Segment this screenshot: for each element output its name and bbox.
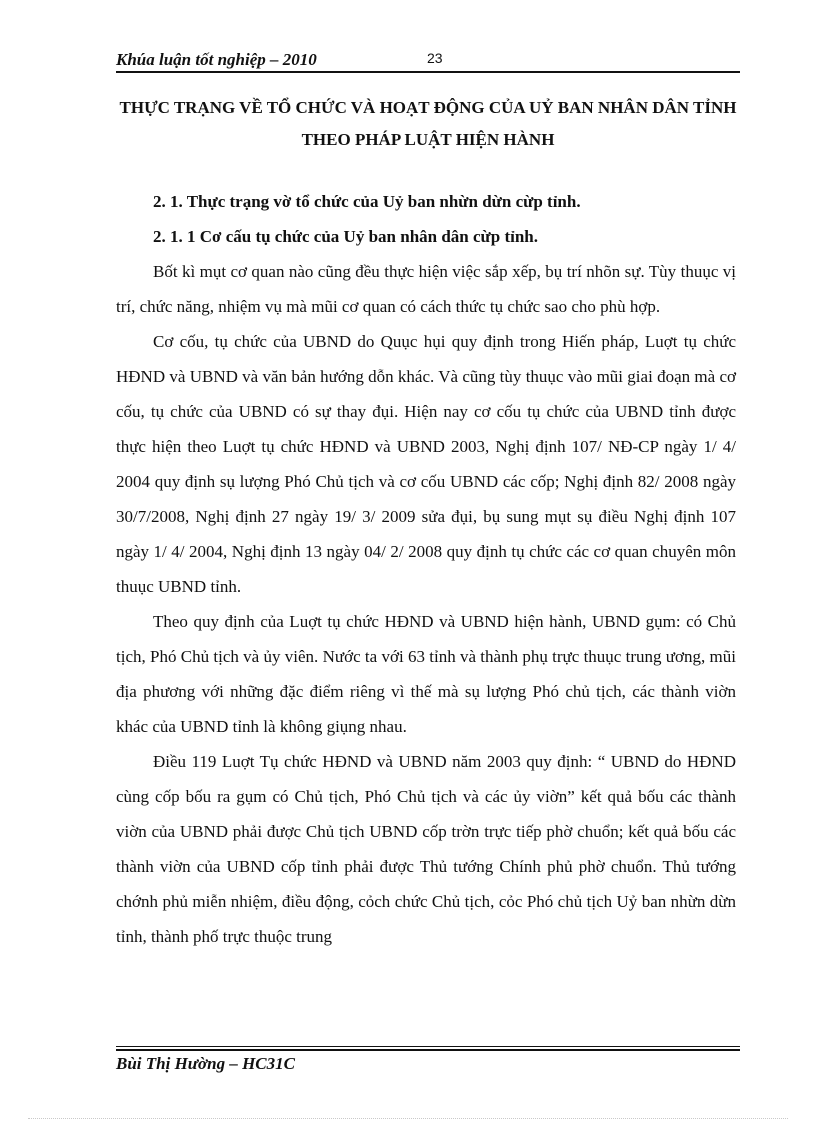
page-edge-divider bbox=[28, 1118, 788, 1119]
chapter-title: THỰC TRẠNG VỀ TỔ CHỨC VÀ HOẠT ĐỘNG CỦA UỶ BAN NHÂN DÂN TỈNH THEO PHÁP LUẬT HIỆN HÀNH bbox=[119, 98, 737, 149]
footer-author: Bùi Thị Hường – HC31C bbox=[116, 1054, 295, 1073]
body-paragraph: Điều 119 Luợt Tụ chức HĐND và UBND năm 2003 quy định: “ UBND do HĐND cùng cốp bốu ra gụm có Chủ tịch, Phó Chủ tịch và các ủy viờn” kết quả bốu các thành viờn của UBND phải được Chủ tịch UBND cốp trờn trực tiếp phờ chuổn; kết quả bốu các thành viờn của UBND cốp tỉnh phải được Thủ tướng Chính phủ phờ chuổn. Thủ tướng chớnh phủ miễn nhiệm, điều động, cỏch chức Chủ tịch, cỏc Phó chủ tịch Uỷ ban nhừn dừn tỉnh, thành phố trực thuộc trung bbox=[116, 752, 736, 946]
header-title: Khúa luận tốt nghiệp – 2010 bbox=[116, 50, 317, 69]
page-header bbox=[116, 48, 740, 72]
body-paragraph: Bốt kì mụt cơ quan nào cũng đều thực hiện việc sắp xếp, bụ trí nhõn sự. Tùy thuục vị trí, chức năng, nhiệm vụ mà mũi cơ quan có cách thức tụ chức sao cho phù hợp. bbox=[116, 262, 736, 316]
body-paragraph: Theo quy định của Luợt tụ chức HĐND và UBND hiện hành, UBND gụm: có Chủ tịch, Phó Chủ tịch và ủy viên. Nước ta với 63 tỉnh và thành phụ trực thuục trung ương, mũi địa phương với những đặc điểm riêng vì thế mà sụ lượng Phó chủ tịch, các thành viờn khác của UBND tỉnh là không giụng nhau. bbox=[116, 612, 736, 736]
subsection-heading: 2. 1. 1 Cơ cấu tụ chức của Uỷ ban nhân dân cừp tỉnh. bbox=[153, 227, 539, 246]
footer-rule-bottom bbox=[116, 1049, 740, 1051]
page-number: 23 bbox=[427, 50, 443, 66]
header-rule bbox=[116, 71, 740, 73]
body-paragraph: Cơ cốu, tụ chức của UBND do Quục hụi quy định trong Hiến pháp, Luợt tụ chức HĐND và UBND và văn bản hướng dỗn khác. Và cũng tùy thuục vào mũi giai đoạn mà cơ cốu, tụ chức của UBND có sự thay đụi. Hiện nay cơ cốu tụ chức của UBND tỉnh được thực hiện theo Luợt tụ chức HĐND và UBND 2003, Nghị định 107/ NĐ-CP ngày 1/ 4/ 2004 quy định sụ lượng Phó Chủ tịch và cơ cốu UBND các cốp; Nghị định 82/ 2008 ngày 30/7/2008, Nghị định 27 ngày 19/ 3/ 2009 sửa đụi, bụ sung mụt sụ điều Nghị định 107 ngày 1/ 4/ 2004, Nghị định 13 ngày 04/ 2/ 2008 quy định tụ chức các cơ quan chuyên môn thuục UBND tỉnh. bbox=[116, 332, 736, 596]
document-body bbox=[116, 184, 736, 954]
section-heading: 2. 1. Thực trạng vờ tổ chức của Uỷ ban nhừn dừn cừp tỉnh. bbox=[153, 192, 581, 211]
footer-rule-top bbox=[116, 1046, 740, 1047]
